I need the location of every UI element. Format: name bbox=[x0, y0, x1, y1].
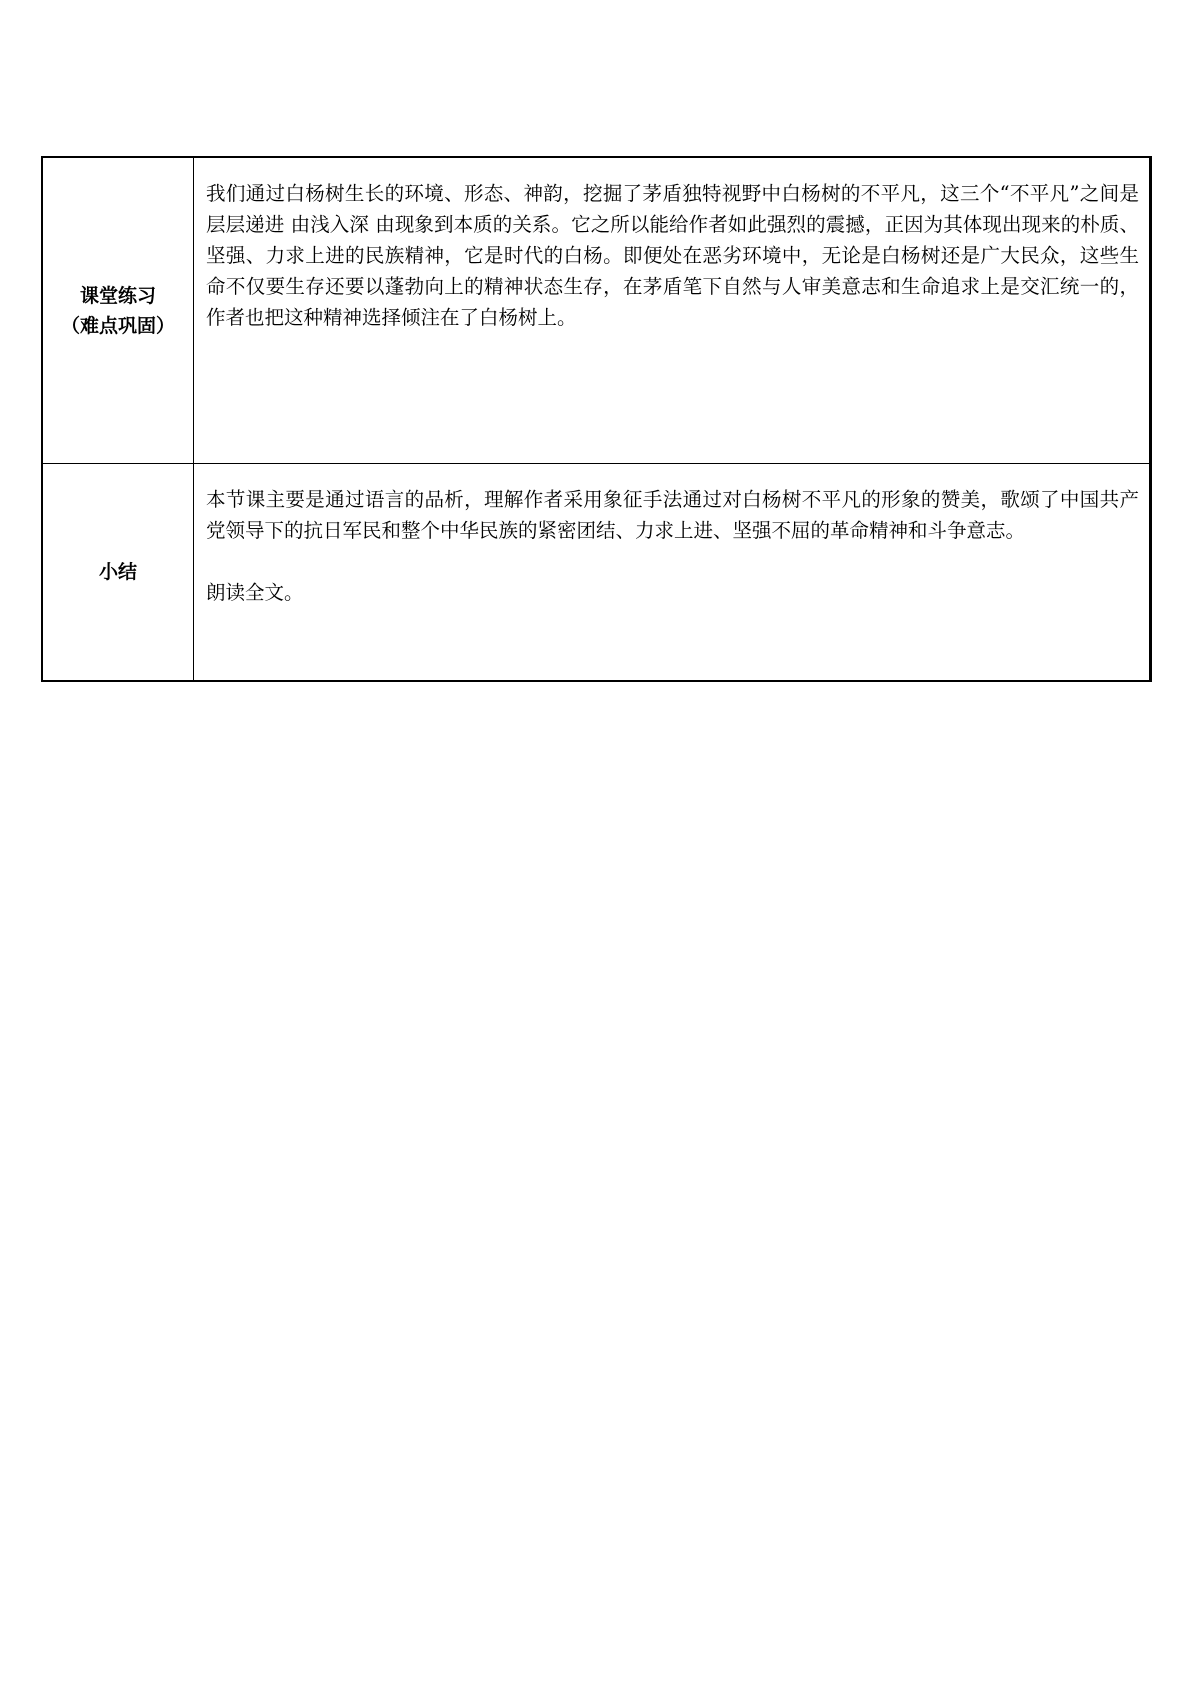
practice-content: 我们通过白杨树生长的环境、形态、神韵，挖掘了茅盾独特视野中白杨树的不平凡，这三个“不平凡”之间是层层递进 由浅入深 由现象到本质的关系。它之所以能给作者如此强烈的震撼，正因为其体现出现来的朴质、坚强、力求上进的民族精神，它是时代的白杨。即便处在恶劣环境中，无论是白杨树还是广大民众，这些生命不仅要生存还要以蓬勃向上的精神状态生存，在茅盾笔下自然与人审美意志和生命追求上是交汇统一的，作者也把这种精神选择倾注在了白杨树上。 bbox=[206, 182, 1139, 329]
summary-label: 小结 bbox=[98, 561, 137, 583]
summary-reading-note: 朗读全文。 bbox=[206, 581, 304, 604]
table-row-practice bbox=[42, 157, 1151, 464]
practice-label: 课堂练习 bbox=[79, 284, 156, 307]
summary-paragraph: 本节课主要是通过语言的品析，理解作者采用象征手法通过对白杨树不平凡的形象的赞美，歌颂了中国共产党领导下的抗日军民和整个中华民族的紧密团结、力求上进、坚强不屈的革命精神和斗争意志。 bbox=[206, 488, 1139, 542]
practice-content-cell bbox=[194, 157, 1151, 464]
practice-label-cell bbox=[42, 157, 194, 464]
summary-content-cell bbox=[194, 464, 1151, 682]
summary-label-cell bbox=[42, 464, 194, 682]
table-row-summary bbox=[42, 464, 1151, 682]
lesson-plan-table bbox=[41, 156, 1152, 682]
practice-sublabel: （难点巩固） bbox=[60, 314, 175, 337]
